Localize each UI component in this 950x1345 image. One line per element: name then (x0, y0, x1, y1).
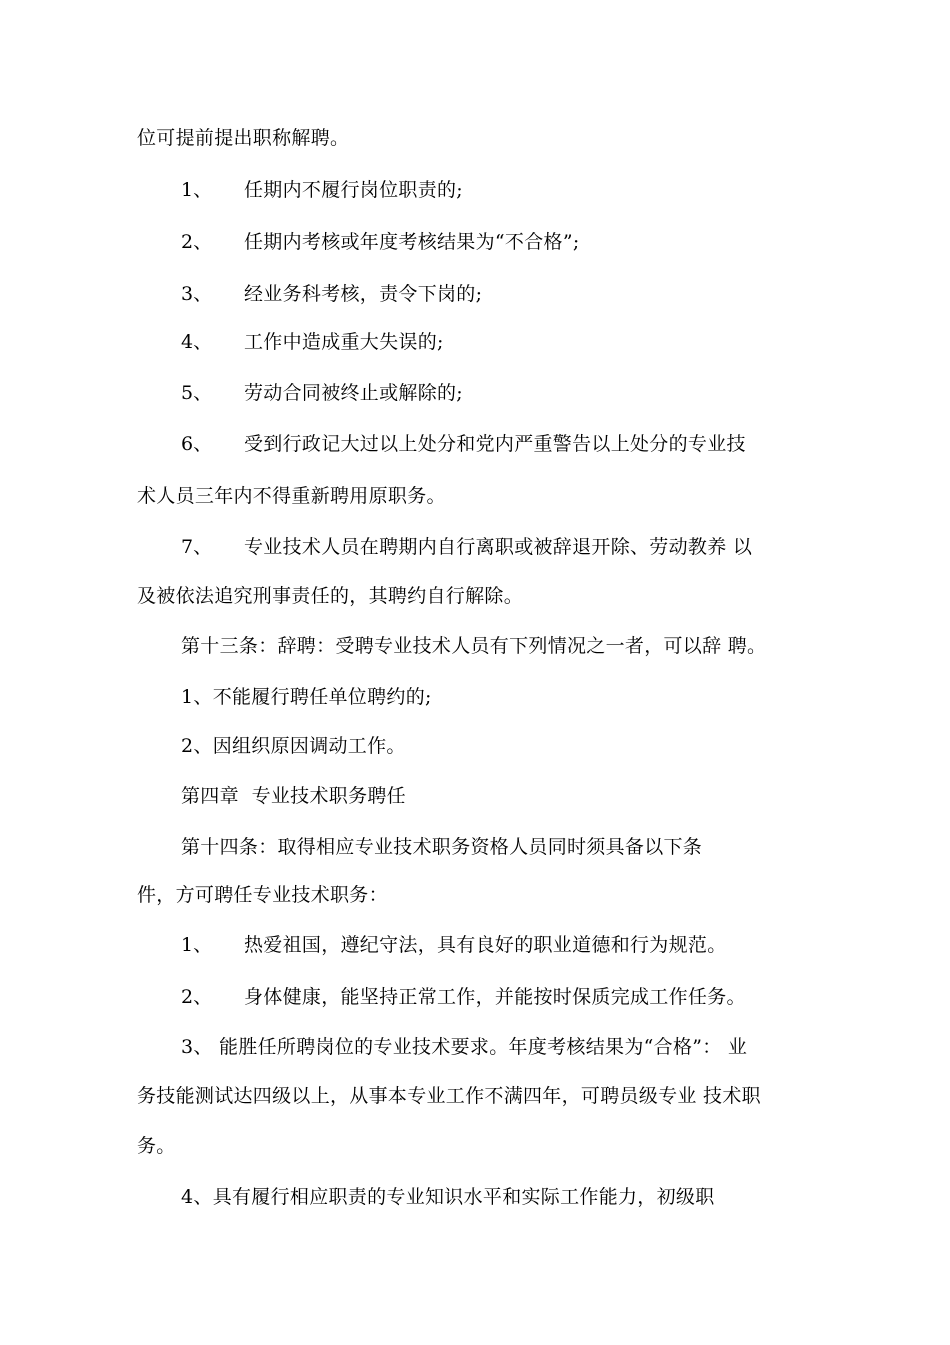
list-item-text: 工作中造成重大失误的; (244, 331, 444, 353)
list-item-text: 热爱祖国，遵纪守法，具有良好的职业道德和行为规范。 (244, 934, 727, 956)
list-number: 1、 (181, 934, 213, 956)
list-item-text: 身体健康，能坚持正常工作，并能按时保质完成工作任务。 (244, 986, 746, 1008)
paragraph-line: 件，方可聘任专业技术职务： (137, 884, 388, 906)
article-heading: 第十四条：取得相应专业技术职务资格人员同时须具备以下条 (181, 836, 703, 858)
list-item-text: 劳动合同被终止或解除的; (244, 382, 464, 404)
list-number: 1、 (181, 179, 213, 201)
list-item-text: 3、 能胜任所聘岗位的专业技术要求。年度考核结果为“合格”： 业 (181, 1036, 748, 1058)
paragraph-line: 及被依法追究刑事责任的，其聘约自行解除。 (137, 585, 524, 607)
list-item-text: 任期内不履行岗位职责的; (244, 179, 464, 201)
list-number: 2、 (181, 986, 213, 1008)
paragraph-line: 位可提前提出职称解聘。 (137, 127, 350, 149)
list-number: 3、 (181, 283, 213, 305)
list-number: 5、 (181, 382, 213, 404)
list-item-text: 4、具有履行相应职责的专业知识水平和实际工作能力，初级职 (181, 1186, 715, 1208)
list-item-text: 任期内考核或年度考核结果为“不合格”; (244, 231, 580, 253)
list-item-text: 2、因组织原因调动工作。 (181, 735, 406, 757)
paragraph-line: 务技能测试达四级以上，从事本专业工作不满四年，可聘员级专业 技术职 (137, 1085, 761, 1107)
list-number: 4、 (181, 331, 213, 353)
list-number: 7、 (181, 536, 213, 558)
paragraph-line: 术人员三年内不得重新聘用原职务。 (137, 485, 446, 507)
chapter-heading: 第四章 专业技术职务聘任 (181, 785, 406, 807)
article-heading: 第十三条：辞聘：受聘专业技术人员有下列情况之一者，可以辞 聘。 (181, 635, 767, 657)
list-item-text: 1、不能履行聘任单位聘约的; (181, 686, 432, 708)
list-item-text: 专业技术人员在聘期内自行离职或被辞退开除、劳动教养 以 (244, 536, 753, 558)
list-item-text: 经业务科考核，责令下岗的; (244, 283, 483, 305)
list-item-text: 受到行政记大过以上处分和党内严重警告以上处分的专业技 (244, 433, 746, 455)
list-number: 6、 (181, 433, 213, 455)
list-number: 2、 (181, 231, 213, 253)
paragraph-line: 务。 (137, 1135, 176, 1157)
